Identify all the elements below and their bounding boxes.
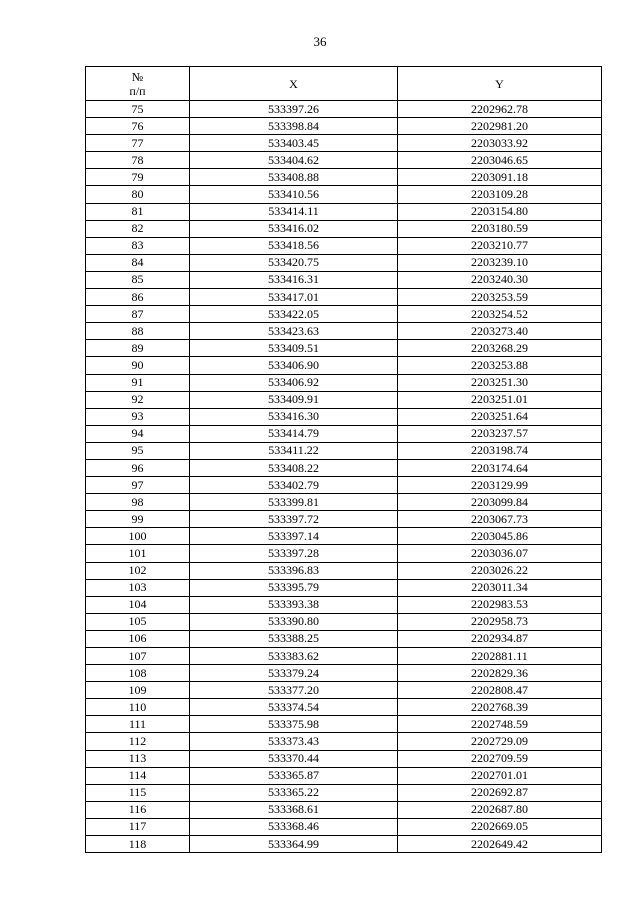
header-number xyxy=(86,67,190,101)
cell-x: 533365.87 xyxy=(190,767,398,784)
cell-number: 116 xyxy=(86,801,190,818)
cell-y: 2203253.88 xyxy=(398,357,602,374)
cell-x: 533423.63 xyxy=(190,323,398,340)
table-row xyxy=(86,716,602,733)
cell-number: 98 xyxy=(86,494,190,511)
cell-y: 2203268.29 xyxy=(398,340,602,357)
cell-x: 533379.24 xyxy=(190,665,398,682)
cell-number: 93 xyxy=(86,408,190,425)
table-row xyxy=(86,135,602,152)
cell-y: 2203045.86 xyxy=(398,528,602,545)
cell-x: 533375.98 xyxy=(190,716,398,733)
table-row xyxy=(86,699,602,716)
table-row xyxy=(86,220,602,237)
cell-x: 533396.83 xyxy=(190,562,398,579)
table-row xyxy=(86,152,602,169)
cell-y: 2202669.05 xyxy=(398,818,602,835)
cell-number: 117 xyxy=(86,818,190,835)
cell-number: 81 xyxy=(86,203,190,220)
cell-number: 80 xyxy=(86,186,190,203)
cell-number: 76 xyxy=(86,118,190,135)
cell-x: 533399.81 xyxy=(190,494,398,511)
cell-y: 2203198.74 xyxy=(398,442,602,459)
cell-x: 533414.79 xyxy=(190,425,398,442)
cell-x: 533397.28 xyxy=(190,545,398,562)
table-row xyxy=(86,391,602,408)
cell-number: 118 xyxy=(86,836,190,853)
cell-y: 2202983.53 xyxy=(398,596,602,613)
cell-number: 106 xyxy=(86,630,190,647)
cell-y: 2202649.42 xyxy=(398,836,602,853)
cell-y: 2203210.77 xyxy=(398,237,602,254)
cell-number: 111 xyxy=(86,716,190,733)
cell-number: 103 xyxy=(86,579,190,596)
table-row xyxy=(86,374,602,391)
cell-x: 533409.51 xyxy=(190,340,398,357)
table-row xyxy=(86,425,602,442)
table-row xyxy=(86,801,602,818)
cell-x: 533402.79 xyxy=(190,477,398,494)
cell-number: 91 xyxy=(86,374,190,391)
cell-y: 2202958.73 xyxy=(398,613,602,630)
cell-x: 533408.22 xyxy=(190,459,398,476)
table-row xyxy=(86,733,602,750)
table-row xyxy=(86,271,602,288)
cell-number: 99 xyxy=(86,511,190,528)
cell-x: 533397.72 xyxy=(190,511,398,528)
cell-y: 2203067.73 xyxy=(398,511,602,528)
cell-y: 2202808.47 xyxy=(398,682,602,699)
cell-x: 533420.75 xyxy=(190,254,398,271)
cell-y: 2203109.28 xyxy=(398,186,602,203)
cell-number: 105 xyxy=(86,613,190,630)
cell-x: 533397.14 xyxy=(190,528,398,545)
cell-x: 533406.90 xyxy=(190,357,398,374)
cell-x: 533395.79 xyxy=(190,579,398,596)
table-row xyxy=(86,118,602,135)
cell-number: 110 xyxy=(86,699,190,716)
cell-x: 533365.22 xyxy=(190,784,398,801)
cell-number: 87 xyxy=(86,306,190,323)
header-number-symbol: № xyxy=(131,69,144,84)
cell-y: 2202829.36 xyxy=(398,665,602,682)
cell-y: 2202709.59 xyxy=(398,750,602,767)
cell-y: 2203036.07 xyxy=(398,545,602,562)
table-row xyxy=(86,562,602,579)
cell-y: 2203026.22 xyxy=(398,562,602,579)
cell-number: 92 xyxy=(86,391,190,408)
page-number: 36 xyxy=(313,34,327,49)
cell-number: 89 xyxy=(86,340,190,357)
cell-x: 533377.20 xyxy=(190,682,398,699)
cell-y: 2203253.59 xyxy=(398,289,602,306)
cell-x: 533398.84 xyxy=(190,118,398,135)
coordinates-table xyxy=(85,66,602,853)
cell-x: 533406.92 xyxy=(190,374,398,391)
cell-y: 2203254.52 xyxy=(398,306,602,323)
table-row xyxy=(86,340,602,357)
cell-number: 77 xyxy=(86,135,190,152)
cell-number: 88 xyxy=(86,323,190,340)
cell-y: 2202701.01 xyxy=(398,767,602,784)
cell-number: 84 xyxy=(86,254,190,271)
cell-x: 533416.30 xyxy=(190,408,398,425)
cell-x: 533409.91 xyxy=(190,391,398,408)
cell-y: 2203240.30 xyxy=(398,271,602,288)
cell-y: 2203011.34 xyxy=(398,579,602,596)
cell-y: 2202934.87 xyxy=(398,630,602,647)
cell-y: 2203180.59 xyxy=(398,220,602,237)
cell-number: 90 xyxy=(86,357,190,374)
table-row xyxy=(86,767,602,784)
table-row xyxy=(86,203,602,220)
cell-x: 533368.46 xyxy=(190,818,398,835)
table-row xyxy=(86,357,602,374)
table-row xyxy=(86,596,602,613)
cell-x: 533374.54 xyxy=(190,699,398,716)
cell-y: 2203033.92 xyxy=(398,135,602,152)
table-row xyxy=(86,306,602,323)
header-y: Y xyxy=(398,67,602,101)
table-row xyxy=(86,494,602,511)
cell-x: 533368.61 xyxy=(190,801,398,818)
cell-number: 75 xyxy=(86,101,190,118)
cell-x: 533373.43 xyxy=(190,733,398,750)
cell-number: 101 xyxy=(86,545,190,562)
table-row xyxy=(86,545,602,562)
cell-x: 533416.31 xyxy=(190,271,398,288)
cell-x: 533397.26 xyxy=(190,101,398,118)
cell-x: 533390.80 xyxy=(190,613,398,630)
table-header-row xyxy=(86,67,602,101)
cell-number: 104 xyxy=(86,596,190,613)
cell-x: 533393.38 xyxy=(190,596,398,613)
cell-y: 2203251.64 xyxy=(398,408,602,425)
cell-number: 108 xyxy=(86,665,190,682)
cell-x: 533388.25 xyxy=(190,630,398,647)
table-row xyxy=(86,237,602,254)
table-row xyxy=(86,528,602,545)
table-row xyxy=(86,254,602,271)
cell-number: 97 xyxy=(86,477,190,494)
cell-y: 2202768.39 xyxy=(398,699,602,716)
table-row xyxy=(86,442,602,459)
table-body xyxy=(86,101,602,853)
cell-y: 2203099.84 xyxy=(398,494,602,511)
table-row xyxy=(86,477,602,494)
cell-number: 96 xyxy=(86,459,190,476)
cell-x: 533404.62 xyxy=(190,152,398,169)
cell-x: 533417.01 xyxy=(190,289,398,306)
cell-x: 533364.99 xyxy=(190,836,398,853)
cell-y: 2203174.64 xyxy=(398,459,602,476)
cell-number: 107 xyxy=(86,648,190,665)
cell-number: 94 xyxy=(86,425,190,442)
cell-x: 533383.62 xyxy=(190,648,398,665)
cell-y: 2202692.87 xyxy=(398,784,602,801)
cell-number: 95 xyxy=(86,442,190,459)
cell-x: 533403.45 xyxy=(190,135,398,152)
table-row xyxy=(86,818,602,835)
cell-y: 2203239.10 xyxy=(398,254,602,271)
cell-y: 2203273.40 xyxy=(398,323,602,340)
cell-number: 102 xyxy=(86,562,190,579)
cell-x: 533418.56 xyxy=(190,237,398,254)
cell-number: 115 xyxy=(86,784,190,801)
table-row xyxy=(86,511,602,528)
table-row xyxy=(86,750,602,767)
table-row xyxy=(86,648,602,665)
cell-number: 79 xyxy=(86,169,190,186)
table-row xyxy=(86,459,602,476)
header-number-label: п/п xyxy=(129,83,146,98)
cell-number: 100 xyxy=(86,528,190,545)
table-row xyxy=(86,323,602,340)
table-row xyxy=(86,169,602,186)
cell-x: 533410.56 xyxy=(190,186,398,203)
table-row xyxy=(86,408,602,425)
table-row xyxy=(86,784,602,801)
cell-y: 2202687.80 xyxy=(398,801,602,818)
cell-y: 2202981.20 xyxy=(398,118,602,135)
cell-y: 2203237.57 xyxy=(398,425,602,442)
cell-y: 2203251.30 xyxy=(398,374,602,391)
cell-x: 533408.88 xyxy=(190,169,398,186)
cell-number: 86 xyxy=(86,289,190,306)
table-row xyxy=(86,682,602,699)
cell-x: 533411.22 xyxy=(190,442,398,459)
cell-y: 2203091.18 xyxy=(398,169,602,186)
cell-x: 533370.44 xyxy=(190,750,398,767)
table-row xyxy=(86,613,602,630)
cell-x: 533422.05 xyxy=(190,306,398,323)
cell-number: 114 xyxy=(86,767,190,784)
table-row xyxy=(86,579,602,596)
cell-number: 78 xyxy=(86,152,190,169)
cell-number: 83 xyxy=(86,237,190,254)
cell-y: 2203154.80 xyxy=(398,203,602,220)
cell-y: 2203129.99 xyxy=(398,477,602,494)
cell-number: 113 xyxy=(86,750,190,767)
cell-number: 112 xyxy=(86,733,190,750)
cell-x: 533416.02 xyxy=(190,220,398,237)
cell-number: 85 xyxy=(86,271,190,288)
cell-y: 2203251.01 xyxy=(398,391,602,408)
cell-y: 2203046.65 xyxy=(398,152,602,169)
header-x: X xyxy=(190,67,398,101)
cell-y: 2202748.59 xyxy=(398,716,602,733)
table-row xyxy=(86,630,602,647)
cell-number: 109 xyxy=(86,682,190,699)
cell-x: 533414.11 xyxy=(190,203,398,220)
table-row xyxy=(86,101,602,118)
cell-y: 2202962.78 xyxy=(398,101,602,118)
cell-number: 82 xyxy=(86,220,190,237)
table-row xyxy=(86,665,602,682)
cell-y: 2202729.09 xyxy=(398,733,602,750)
table-row xyxy=(86,186,602,203)
cell-y: 2202881.11 xyxy=(398,648,602,665)
table-row xyxy=(86,836,602,853)
table-row xyxy=(86,289,602,306)
